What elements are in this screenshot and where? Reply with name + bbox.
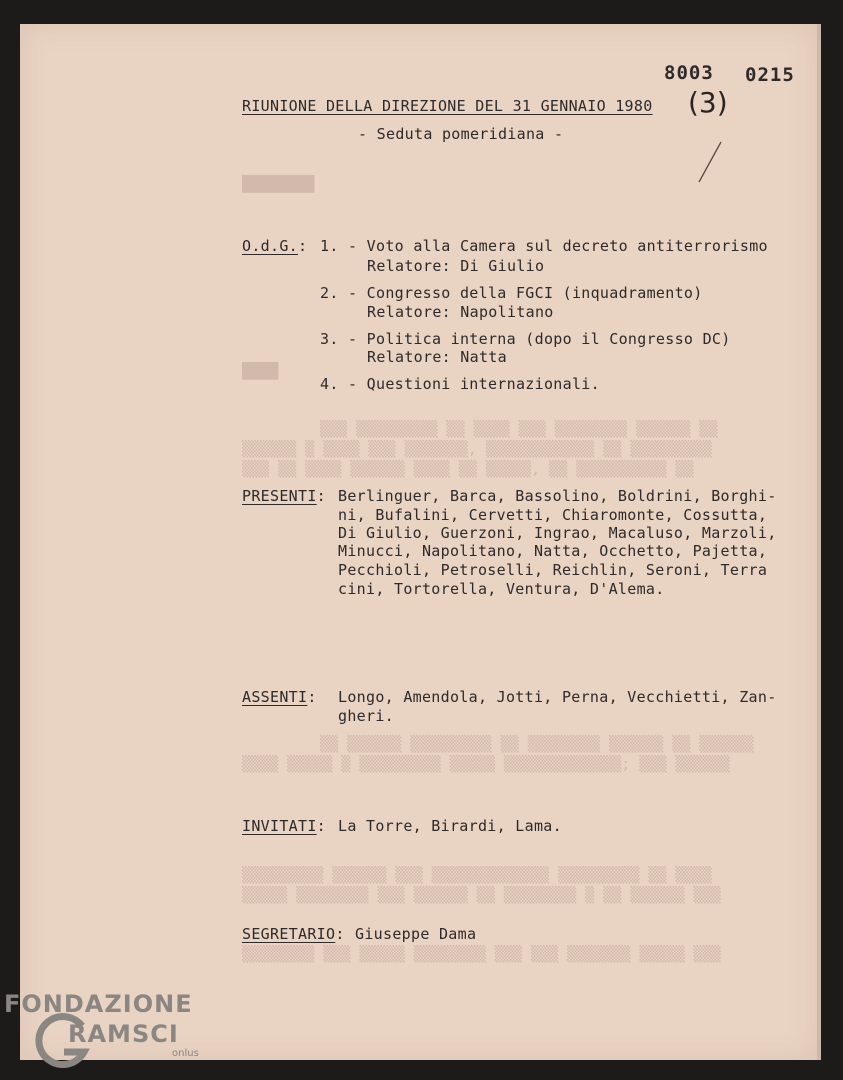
segretario-label: SEGRETARIO:	[242, 925, 345, 943]
odg-item-relatore: Relatore: Di Giulio	[367, 257, 545, 275]
bleed-through-text: ▒▒▒▒▒▒▒▒ ▒▒▒ ▒▒▒▒▒ ▒▒▒▒▒▒▒▒ ▒▒▒ ▒▒▒ ▒▒▒▒▒▒▒ ▒▒▒▒▒ ▒▒▒	[242, 945, 721, 963]
odg-item-relatore: Relatore: Napolitano	[367, 303, 554, 321]
presenti-line: Di Giulio, Guerzoni, Ingrao, Macaluso, Marzoli,	[338, 524, 777, 542]
handwritten-number: (3)	[688, 86, 728, 119]
segretario-text: Giuseppe Dama	[355, 925, 477, 943]
odg-item-number: 3.	[320, 330, 339, 348]
assenti-label: ASSENTI:	[242, 688, 317, 706]
fondazione-gramsci-logo	[4, 990, 214, 1070]
odg-item-number: 1.	[320, 237, 339, 255]
bleed-through-text: ████████	[242, 175, 315, 193]
odg-item-text: - Congresso della FGCI (inquadramento)	[348, 284, 703, 302]
logo-line2: RAMSCI	[68, 1020, 179, 1048]
bleed-through-text: ▒▒▒▒ ▒▒▒▒▒ ▒ ▒▒▒▒▒▒▒▒▒ ▒▒▒▒▒ ▒▒▒▒▒▒▒▒▒▒▒▒▒; ▒▒▒ ▒▒▒▒▒▒	[242, 755, 730, 773]
assenti-line: gheri.	[338, 707, 394, 725]
odg-item-number: 2.	[320, 284, 339, 302]
odg-item-relatore: Relatore: Natta	[367, 348, 507, 366]
presenti-line: Pecchioli, Petroselli, Reichlin, Seroni, Terra	[338, 561, 768, 579]
archive-stamp-right: 0215	[745, 64, 795, 86]
odg-item-text: - Politica interna (dopo il Congresso DC)	[348, 330, 731, 348]
invitati-text: La Torre, Birardi, Lama.	[338, 817, 562, 835]
bleed-through-text: ▒▒▒▒▒ ▒▒▒▒▒▒▒▒ ▒▒▒ ▒▒▒▒▒▒ ▒▒ ▒▒▒▒▒▒▒▒ ▒ ▒▒ ▒▒▒▒▒▒ ▒▒▒	[242, 886, 721, 904]
presenti-line: Minucci, Napolitano, Natta, Occhetto, Pajetta,	[338, 542, 768, 560]
presenti-label: PRESENTI:	[242, 487, 326, 505]
bleed-through-text: ▒▒▒▒▒▒▒▒▒ ▒▒▒▒▒▒ ▒▒▒ ▒▒▒▒▒▒▒▒▒▒▒▒▒ ▒▒▒▒▒▒▒▒▒ ▒▒ ▒▒▒▒	[242, 866, 712, 884]
bleed-through-text: ████	[242, 362, 279, 380]
assenti-line: Longo, Amendola, Jotti, Perna, Vecchietti, Zan-	[338, 688, 777, 706]
document-title: RIUNIONE DELLA DIREZIONE DEL 31 GENNAIO 1980	[242, 97, 653, 115]
invitati-label: INVITATI:	[242, 817, 326, 835]
document-subtitle: - Seduta pomeridiana -	[358, 125, 564, 143]
presenti-line: ni, Bufalini, Cervetti, Chiaromonte, Cossutta,	[338, 506, 768, 524]
odg-item-text: - Questioni internazionali.	[348, 375, 600, 393]
presenti-line: cini, Tortorella, Ventura, D'Alema.	[338, 580, 665, 598]
odg-label: O.d.G.:	[242, 237, 308, 255]
pen-mark-icon	[695, 140, 725, 185]
bleed-through-text: ▒▒▒ ▒▒▒▒▒▒▒▒▒ ▒▒ ▒▒▒▒ ▒▒▒ ▒▒▒▒▒▒▒▒ ▒▒▒▒▒▒ ▒▒	[320, 420, 718, 438]
presenti-line: Berlinguer, Barca, Bassolino, Boldrini, Borghi-	[338, 487, 777, 505]
bleed-through-text: ▒▒ ▒▒▒▒▒▒ ▒▒▒▒▒▒▒▒▒ ▒▒ ▒▒▒▒▒▒▒▒ ▒▒▒▒▒▒ ▒▒ ▒▒▒▒▒▒	[320, 735, 754, 753]
archive-stamp-left: 8003	[664, 62, 714, 84]
odg-item-text: - Voto alla Camera sul decreto antiterrorismo	[348, 237, 768, 255]
odg-item-number: 4.	[320, 375, 339, 393]
logo-line1: FONDAZIONE	[4, 990, 193, 1018]
page-edge	[817, 24, 821, 1060]
bleed-through-text: ▒▒▒▒▒▒ ▒ ▒▒▒▒ ▒▒▒ ▒▒▒▒▒▒▒, ▒▒▒▒▒▒▒▒▒▒▒▒ ▒▒ ▒▒▒▒▒▒▒▒▒	[242, 440, 712, 458]
logo-line3: onlus	[172, 1048, 199, 1059]
bleed-through-text: ▒▒▒ ▒▒ ▒▒▒▒ ▒▒▒▒▒▒ ▒▒▒▒ ▒▒ ▒▒▒▒▒, ▒▒ ▒▒▒▒▒▒▒▒▒▒ ▒▒	[242, 460, 694, 478]
